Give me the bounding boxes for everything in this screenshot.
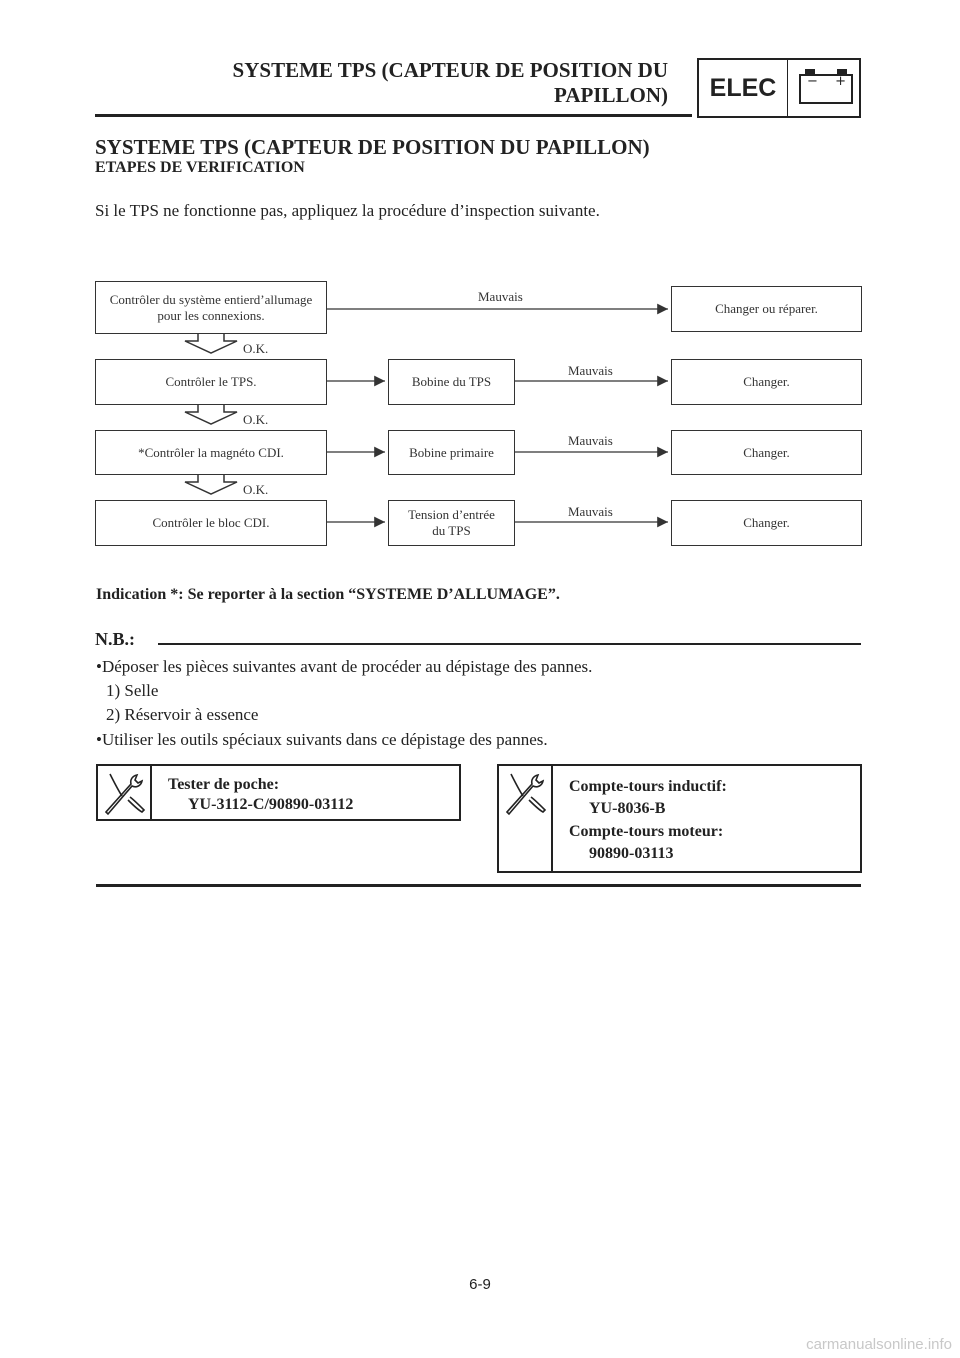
- nb-line-1: •Déposer les pièces suivantes avant de procéder au dépistage des pannes.: [96, 657, 593, 676]
- tool-box-left: [96, 764, 461, 821]
- result-box-1: Changer ou réparer.: [671, 286, 862, 332]
- intro-text: Si le TPS ne fonctionne pas, appliquez la procédure d’inspection suivante.: [95, 201, 600, 220]
- middle-box-1: Bobine du TPS: [388, 359, 515, 405]
- ok-label-1: O.K.: [243, 341, 269, 356]
- tool-right-code-2: 90890-03113: [589, 845, 674, 862]
- header-title-line1: SYSTEME TPS (CAPTEUR DE POSITION DU: [232, 58, 668, 82]
- tool-box-right: [497, 764, 862, 873]
- header-title-line2: PAPILLON): [554, 83, 668, 107]
- step-box-3: *Contrôler la magnéto CDI.: [95, 430, 327, 475]
- result-box-2: Changer.: [671, 359, 862, 405]
- page-number: 6-9: [469, 1276, 491, 1293]
- middle-box-2: Bobine primaire: [388, 430, 515, 475]
- ok-down-arrow-1: [185, 334, 237, 353]
- section-subtitle: ETAPES DE VERIFICATION: [95, 159, 305, 176]
- bad-label-row4: Mauvais: [568, 504, 613, 519]
- wrench-icon: [98, 766, 152, 819]
- indication-note: Indication *: Se reporter à la section “SYSTEME D’ALLUMAGE”.: [96, 586, 560, 603]
- tool-right-code-1: YU-8036-B: [589, 800, 666, 817]
- tool-right-name-1: Compte-tours inductif:: [569, 778, 727, 795]
- step-box-4: Contrôler le bloc CDI.: [95, 500, 327, 546]
- step-box-1: Contrôler du système entierd’allumage pour les connexions.: [95, 281, 327, 334]
- bad-label-row2: Mauvais: [568, 363, 613, 378]
- bottom-rule: [96, 884, 861, 887]
- ok-down-arrow-2: [185, 405, 237, 424]
- wrench-icon: [499, 766, 553, 871]
- elec-badge-label: ELEC: [709, 74, 777, 102]
- middle-box-3: Tension d’entrée du TPS: [388, 500, 515, 546]
- nb-line-3: 2) Réservoir à essence: [106, 705, 259, 724]
- tool-left-name: Tester de poche:: [168, 776, 280, 793]
- nb-rule: [158, 643, 861, 645]
- nb-title: N.B.:: [95, 629, 135, 649]
- battery-plus-sign: +: [835, 74, 846, 89]
- ok-label-3: O.K.: [243, 482, 269, 497]
- ok-down-arrow-3: [185, 475, 237, 494]
- nb-line-4: •Utiliser les outils spéciaux suivants dans ce dépistage des pannes.: [96, 730, 548, 749]
- bad-label-row3: Mauvais: [568, 433, 613, 448]
- tool-right-name-2: Compte-tours moteur:: [569, 823, 724, 840]
- tool-left-code: YU-3112-C/90890-03112: [188, 796, 354, 813]
- bad-label-row1: Mauvais: [478, 289, 523, 304]
- result-box-4: Changer.: [671, 500, 862, 546]
- watermark: carmanualsonline.info: [806, 1336, 952, 1353]
- battery-minus-sign: −: [807, 74, 818, 89]
- nb-line-2: 1) Selle: [106, 681, 159, 700]
- ok-label-2: O.K.: [243, 412, 269, 427]
- step-box-2: Contrôler le TPS.: [95, 359, 327, 405]
- result-box-3: Changer.: [671, 430, 862, 475]
- section-title: SYSTEME TPS (CAPTEUR DE POSITION DU PAPILLON): [95, 135, 650, 159]
